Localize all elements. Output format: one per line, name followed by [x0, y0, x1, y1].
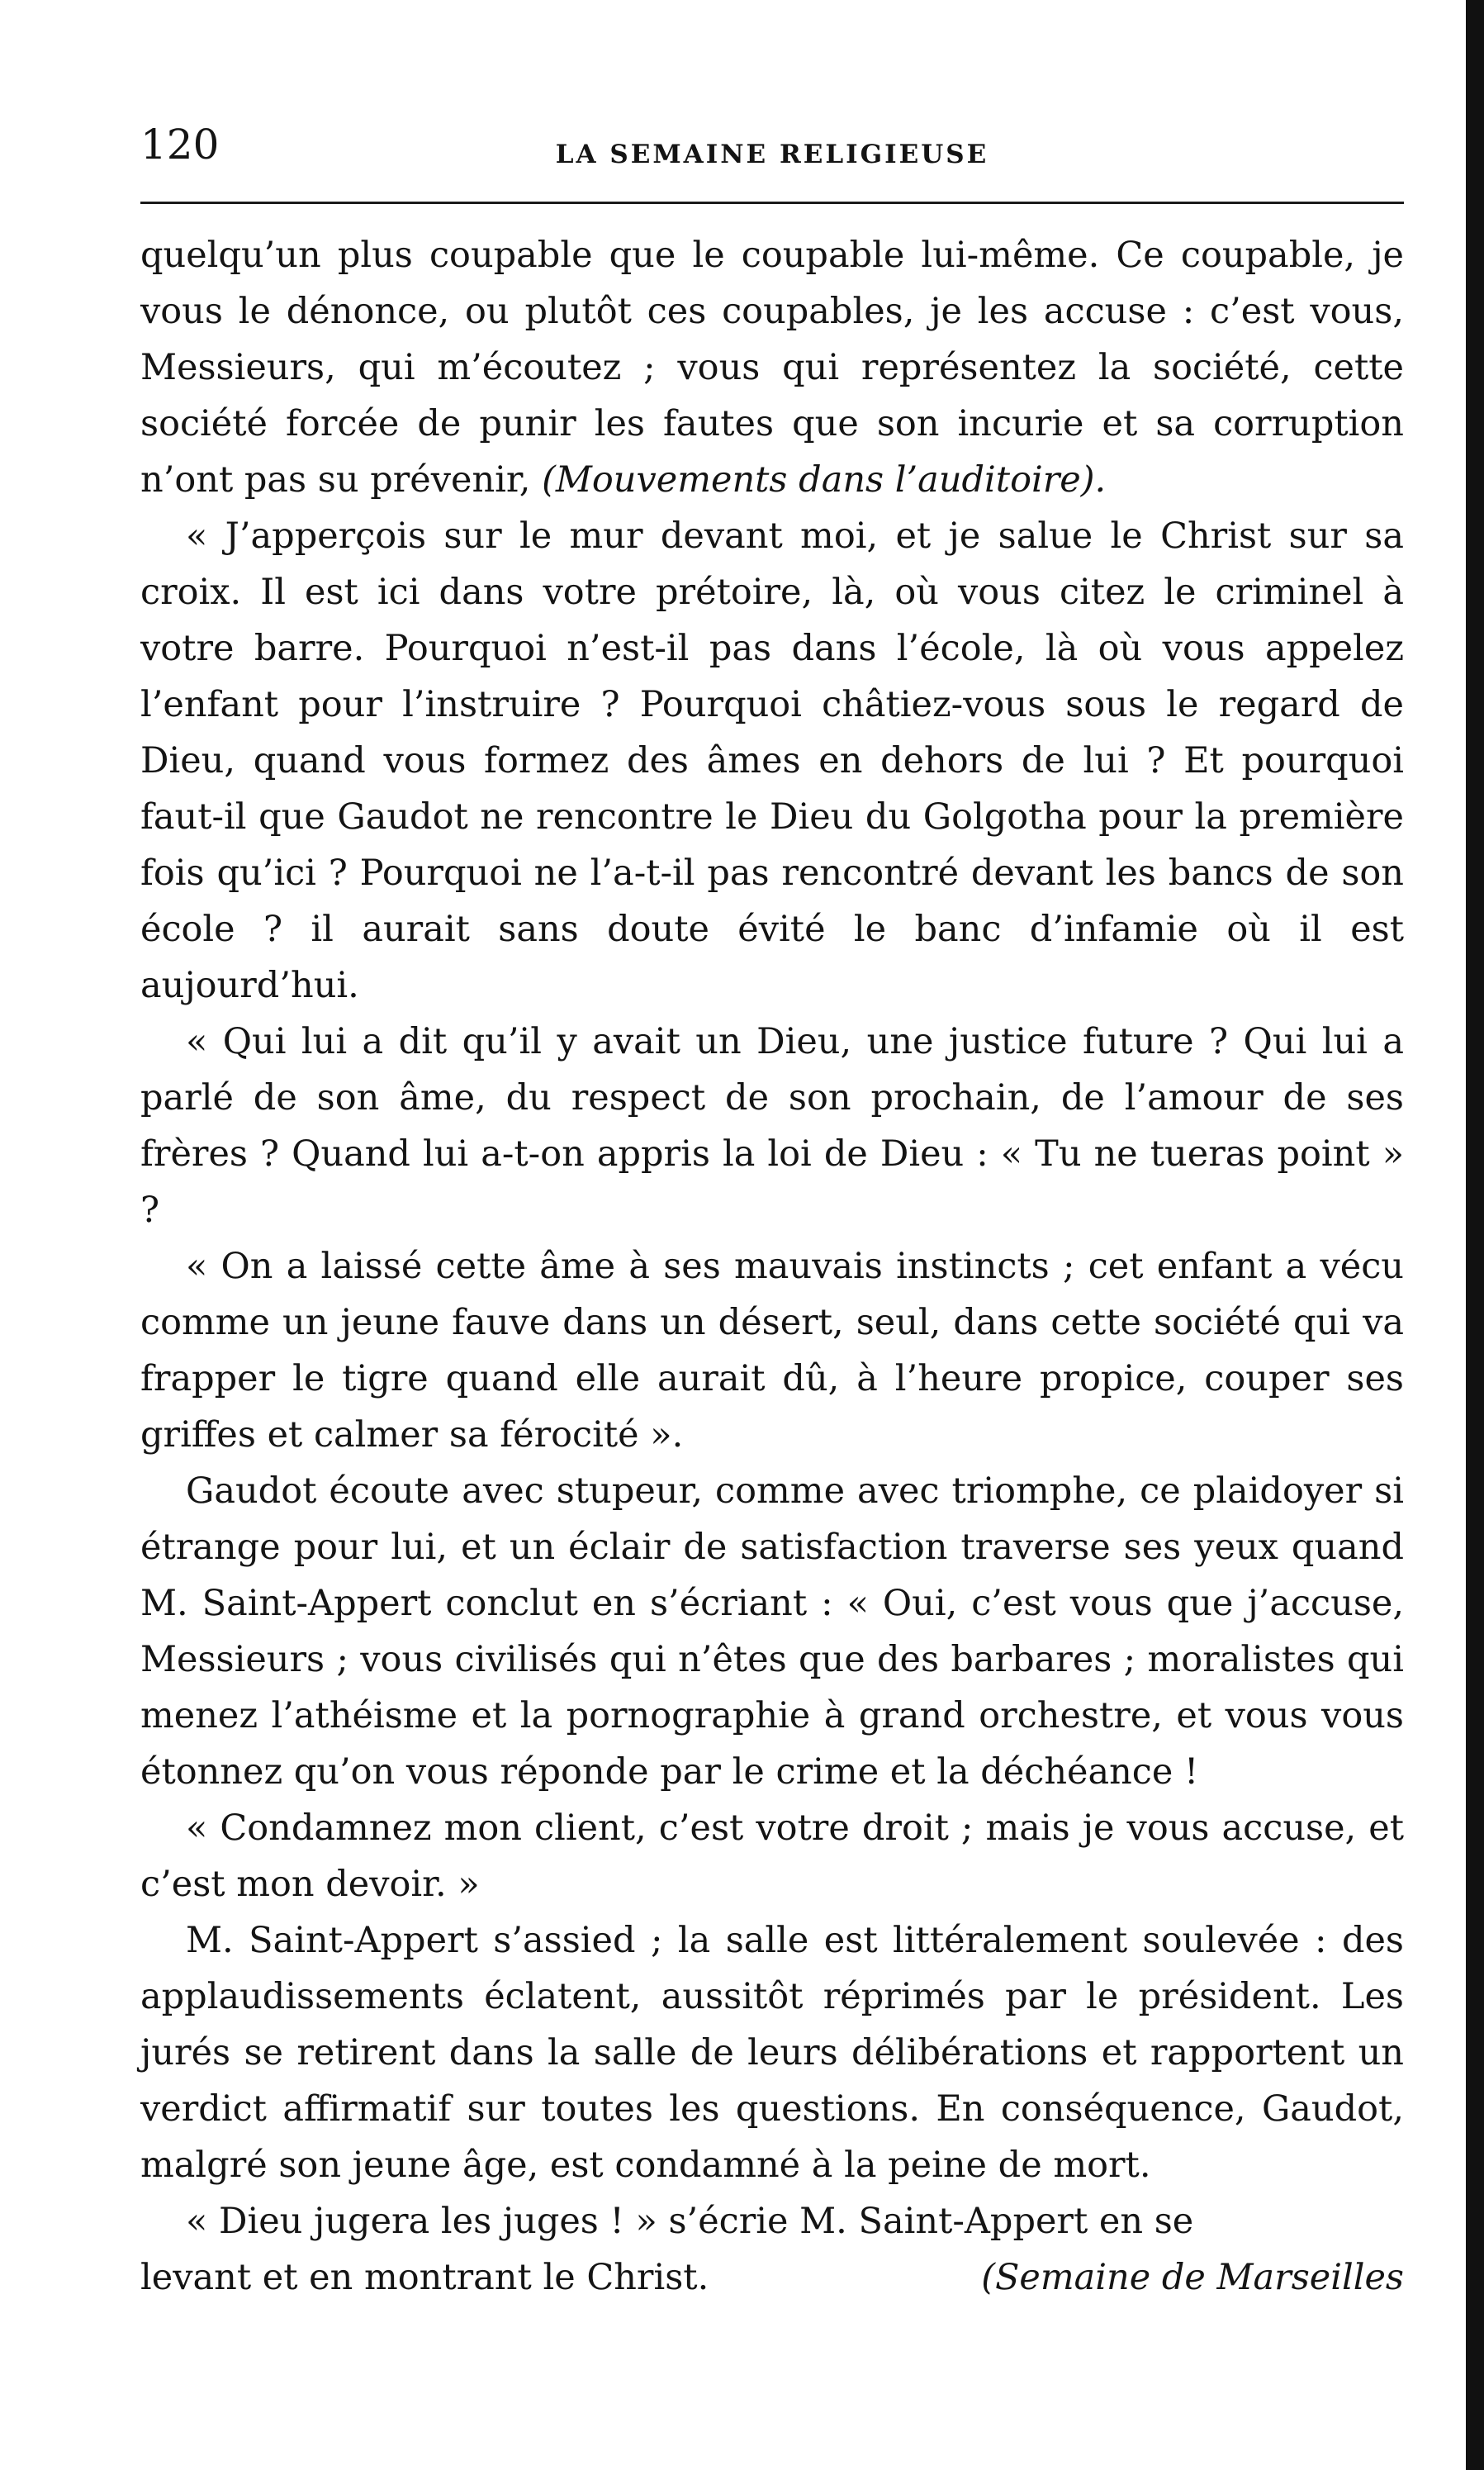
article-body — [140, 227, 1404, 2306]
source-citation: (Semaine de Marseilles — [981, 2257, 1404, 2298]
closing-line — [140, 2249, 1404, 2306]
paragraph-4: « On a laissé cette âme à ses mauvais instincts ; cet enfant a vécu comme un jeune fauve dans un désert, seul, dans cette société qui va frapper le tigre quand elle aurait dû, à l’heure propice, couper ses griffes et calmer sa férocité ». — [140, 1246, 1404, 1456]
header-rule — [140, 202, 1404, 204]
page — [140, 116, 1404, 2306]
paragraph-6: « Condamnez mon client, c’est votre droit ; mais je vous accuse, et c’est mon devoir. » — [140, 1807, 1404, 1905]
paragraph-5: Gaudot écoute avec stupeur, comme avec triomphe, ce plaidoyer si étrange pour lui, et un éclair de satisfaction traverse ses yeux quand M. Saint-Appert conclut en s’écriant : « Oui, c’est vous que j’accuse, Messieurs ; vous civilisés qui n’êtes que des barbares ; moralistes qui menez l’athéisme et la pornographie à grand orchestre, et vous vous étonnez qu’on vous réponde par le crime et la déchéance ! — [140, 1470, 1404, 1793]
paragraph-3: « Qui lui a dit qu’il y avait un Dieu, une justice future ? Qui lui a parlé de son âme, du respect de son prochain, de l’amour de ses frères ? Quand lui a-t-on appris la loi de Dieu : « Tu ne tueras point » ? — [140, 1021, 1404, 1231]
closing-text: levant et en montrant le Christ. — [140, 2257, 709, 2298]
page-edge-shadow — [1466, 0, 1484, 2470]
paragraph-2: « J’apperçois sur le mur devant moi, et je salue le Christ sur sa croix. Il est ici dans votre prétoire, là, où vous citez le criminel à votre barre. Pourquoi n’est-il pas dans l’école, là où vous appelez l’enfant pour l’instruire ? Pourquoi châtiez-vous sous le regard de Dieu, quand vous formez des âmes en dehors de lui ? Et pourquoi faut-il que Gaudot ne rencontre le Dieu du Golgotha pour la première fois qu’ici ? Pourquoi ne l’a-t-il pas rencontré devant les bancs de son école ? il aurait sans doute évité le banc d’infamie où il est aujourd’hui. — [140, 515, 1404, 1006]
running-title: LA SEMAINE RELIGIEUSE — [555, 140, 989, 169]
paragraph-1: quelqu’un plus coupable que le coupable lui-même. Ce coupable, je vous le dénonce, ou plutôt ces coupables, je les accuse : c’est vous, Messieurs, qui m’écoutez ; vous qui représentez la société, cette société forcée de punir les fautes que son incurie et sa corruption n’ont pas su prévenir, (Mouvements dans l’auditoire). — [140, 235, 1404, 501]
paragraph-8: « Dieu jugera les juges ! » s’écrie M. Saint-Appert en se — [186, 2201, 1194, 2242]
page-header — [140, 116, 1404, 190]
stage-direction: (Mouvements dans l’auditoire). — [542, 459, 1107, 501]
page-number: 120 — [140, 121, 220, 169]
paragraph-7: M. Saint-Appert s’assied ; la salle est littéralement soulevée : des applaudissements éclatent, aussitôt réprimés par le président. Les jurés se retirent dans la salle de leurs délibérations et rapportent un verdict affirmatif sur toutes les questions. En conséquence, Gaudot, malgré son jeune âge, est condamné à la peine de mort. — [140, 1920, 1404, 2186]
